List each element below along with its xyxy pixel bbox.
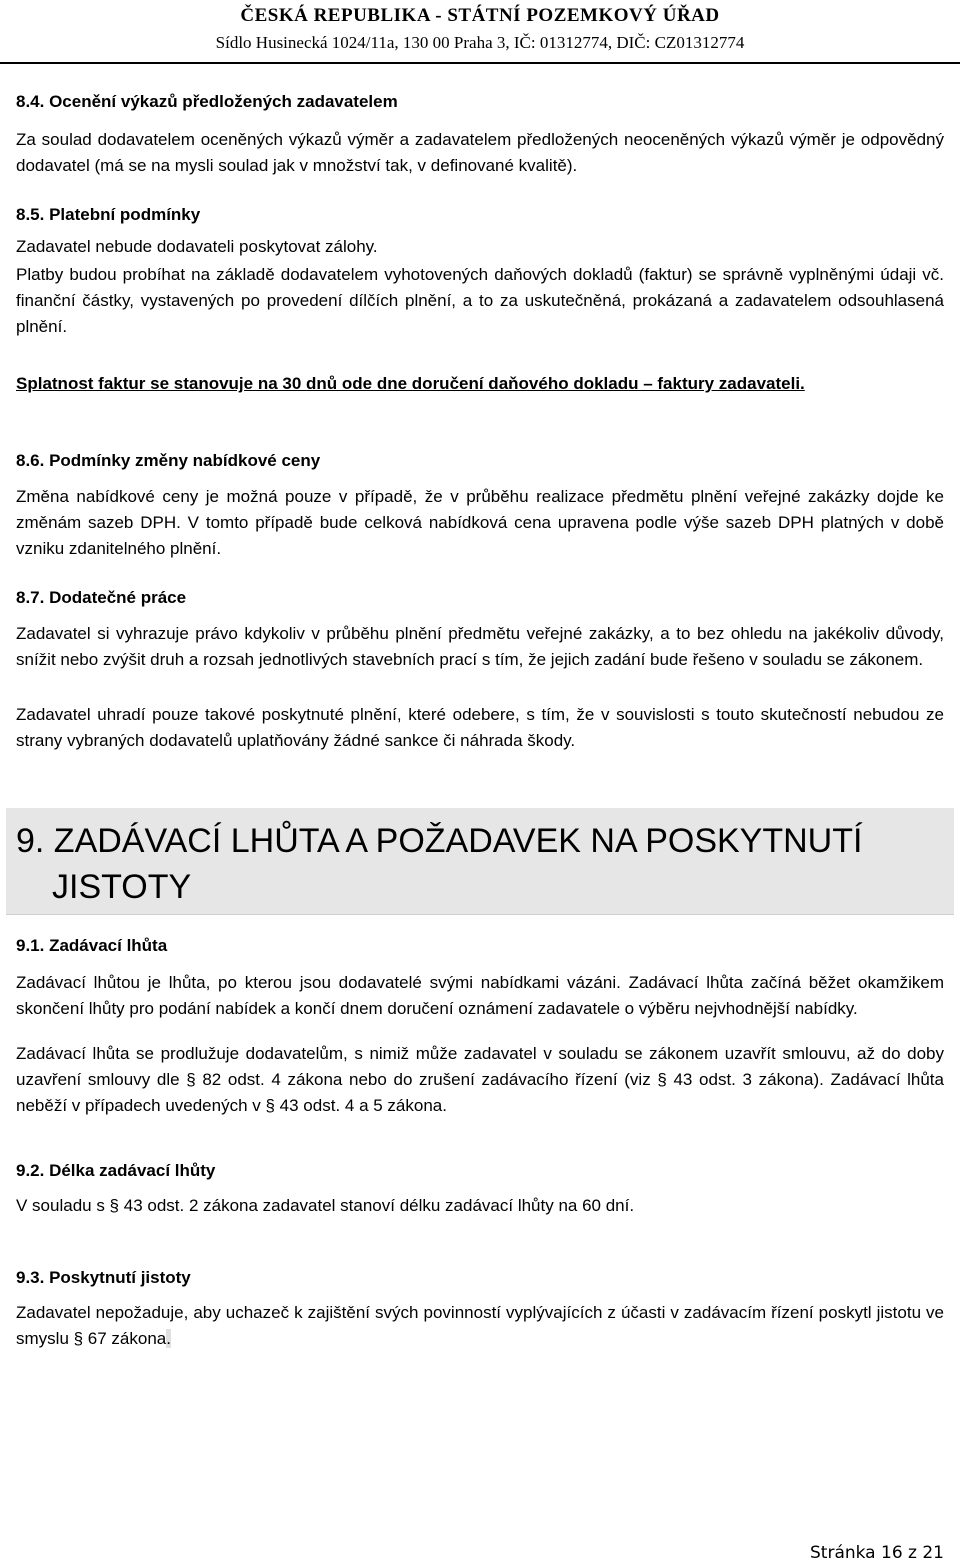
section-8-5-text-2: Platby budou probíhat na základě dodavatelem vyhotovených daňových dokladů (faktur) se správně vyplněnými údaji vč. finanční částky, vystavených po provedení dílčích plnění, a to za uskutečněná, prokázaná a zadavatelem odsouhlasená plnění. [16,265,944,336]
letterhead-address: Sídlo Husinecká 1024/11a, 130 00 Praha 3, IČ: 01312774, DIČ: CZ01312774 [215,33,745,52]
header-divider [0,62,960,64]
chapter-9-title-line-1: 9. ZADÁVACÍ LHŮTA A POŽADAVEK NA POSKYTNUTÍ [16,822,863,860]
section-9-3-text-main: Zadavatel nepožaduje, aby uchazeč k zajištění svých povinností vyplývajících z účasti v zadávacím řízení poskytl jistotu ve smyslu § 67 zákona [16,1303,944,1348]
section-9-3-heading: 9.3. Poskytnutí jistoty [16,1268,191,1287]
section-8-5-text-3: Splatnost faktur se stanovuje na 30 dnů ode dne doručení daňového dokladu – faktury zadavateli. [16,374,805,393]
section-8-4-heading: 8.4. Ocenění výkazů předložených zadavatelem [16,92,398,111]
section-9-1-heading: 9.1. Zadávací lhůta [16,936,168,955]
section-9-1-text-1: Zadávací lhůtou je lhůta, po kterou jsou dodavatelé svými nabídkami vázáni. Zadávací lhůta začíná běžet okamžikem skončení lhůty pro podání nabídek a končí dnem doručení oznámení zadavatele o výběru nejvhodnější nabídky. [16,973,944,1018]
chapter-9-heading [16,818,916,910]
section-9-2-text: V souladu s § 43 odst. 2 zákona zadavatel stanoví délku zadávací lhůty na 60 dní. [16,1196,635,1215]
section-9-2-heading: 9.2. Délka zadávací lhůty [16,1161,216,1180]
section-9-1-text-2: Zadávací lhůta se prodlužuje dodavatelům, s nimiž může zadavatel v souladu se zákonem uzavřít smlouvu, až do doby uzavření smlouvy dle § 82 odst. 4 zákona nebo do zrušení zadávacího řízení (viz § 43 odst. 3 zákona). Zadávací lhůta neběží v případech uvedených v § 43 odst. 4 a 5 zákona. [16,1044,944,1115]
letterhead-org: ČESKÁ REPUBLIKA - STÁTNÍ POZEMKOVÝ ÚŘAD [240,5,720,26]
chapter-9-title-line-2: JISTOTY [52,868,192,906]
section-8-4-text: Za soulad dodavatelem oceněných výkazů výměr a zadavatelem předložených neoceněných výkazů výměr je odpovědný dodavatel (má se na mysli soulad jak v množství tak, v definované kvalitě). [16,130,944,175]
section-8-7-text-2: Zadavatel uhradí pouze takové poskytnuté plnění, které odebere, s tím, že v souvislosti s touto skutečností nebudou ze strany vybraných dodavatelů uplatňovány žádné sankce či náhrada škody. [16,705,944,750]
section-8-5-text-1: Zadavatel nebude dodavateli poskytovat zálohy. [16,237,378,256]
section-8-7-text-1: Zadavatel si vyhrazuje právo kdykoliv v průběhu plnění předmětu veřejné zakázky, a to bez ohledu na jakékoliv důvody, snížit nebo zvýšit druh a rozsah jednotlivých stavebních prací s tím, že jejich zadání bude řešeno v souladu se zákonem. [16,624,944,669]
section-8-7-heading: 8.7. Dodatečné práce [16,588,187,607]
section-9-3-text [16,1300,944,1352]
page-number: Stránka 16 z 21 [810,1543,944,1563]
section-9-3-text-end: . [166,1329,171,1348]
section-8-5-heading: 8.5. Platební podmínky [16,205,201,224]
section-8-6-text: Změna nabídkové ceny je možná pouze v případě, že v průběhu realizace předmětu plnění veřejné zakázky dojde ke změnám sazeb DPH. V tomto případě bude celková nabídková cena upravena podle výše sazeb DPH platných v době vzniku zdanitelného plnění. [16,487,944,558]
letterhead [0,0,960,62]
section-8-6-heading: 8.6. Podmínky změny nabídkové ceny [16,451,321,470]
